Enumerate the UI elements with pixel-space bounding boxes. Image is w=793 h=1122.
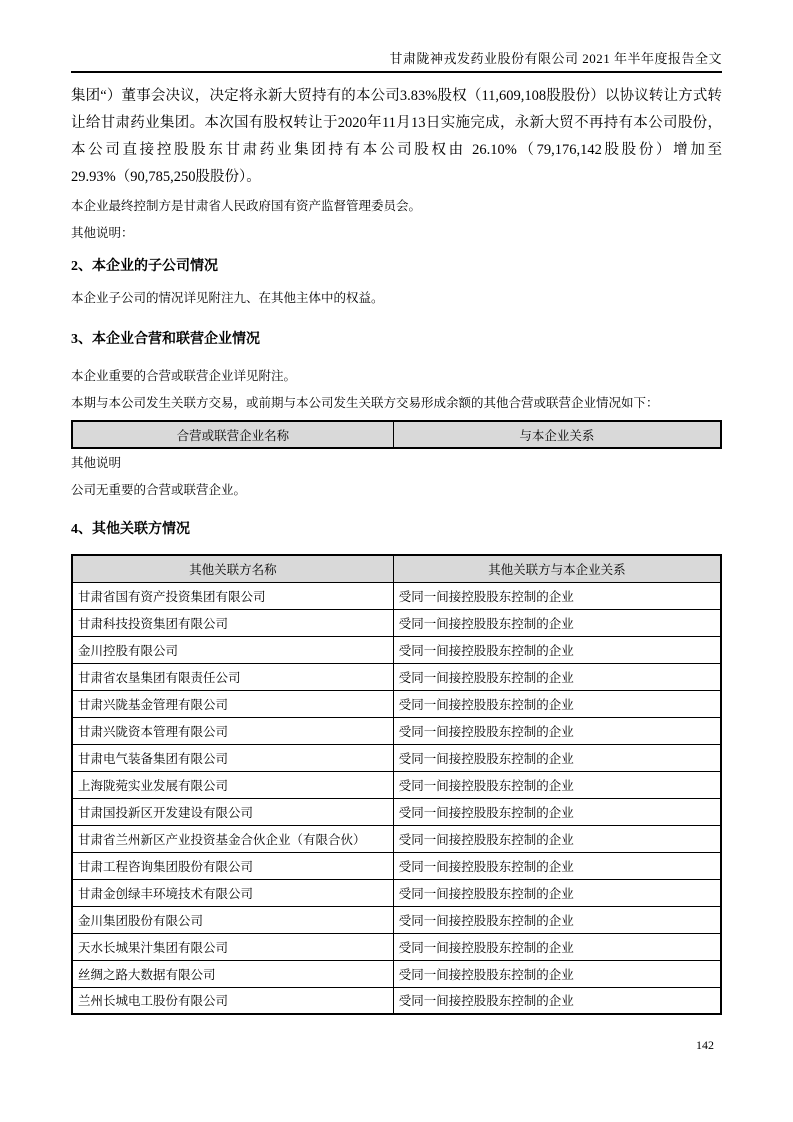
related-party-relation: 受同一间接控股股东控制的企业 bbox=[393, 582, 721, 609]
related-party-table-header-row bbox=[72, 555, 721, 582]
related-party-relation: 受同一间接控股股东控制的企业 bbox=[393, 906, 721, 933]
related-party-name: 甘肃科技投资集团有限公司 bbox=[72, 609, 393, 636]
table-row bbox=[72, 825, 721, 852]
table-row bbox=[72, 798, 721, 825]
joint-venture-name-header: 合营或联营企业名称 bbox=[72, 421, 393, 448]
related-party-relation: 受同一间接控股股东控制的企业 bbox=[393, 933, 721, 960]
section-3-heading: 3、本企业合营和联营企业情况 bbox=[71, 332, 260, 347]
related-party-relation: 受同一间接控股股东控制的企业 bbox=[393, 744, 721, 771]
related-party-name: 甘肃金创绿丰环境技术有限公司 bbox=[72, 879, 393, 906]
section-4-heading: 4、其他关联方情况 bbox=[71, 522, 190, 537]
related-party-relation: 受同一间接控股股东控制的企业 bbox=[393, 690, 721, 717]
related-party-name: 丝绸之路大数据有限公司 bbox=[72, 960, 393, 987]
related-party-name: 甘肃省兰州新区产业投资基金合伙企业（有限合伙） bbox=[72, 825, 393, 852]
section-3-note-1: 本企业重要的合营或联营企业详见附注。 bbox=[71, 369, 297, 383]
table-row bbox=[72, 933, 721, 960]
related-party-relation: 受同一间接控股股东控制的企业 bbox=[393, 879, 721, 906]
table-row bbox=[72, 582, 721, 609]
related-party-relation: 受同一间接控股股东控制的企业 bbox=[393, 852, 721, 879]
related-party-table bbox=[71, 554, 722, 1015]
related-party-name: 天水长城果汁集团有限公司 bbox=[72, 933, 393, 960]
paragraph-other-note-label: 其他说明： bbox=[71, 226, 134, 240]
related-party-name: 甘肃国投新区开发建设有限公司 bbox=[72, 798, 393, 825]
table-row bbox=[72, 852, 721, 879]
related-party-name: 甘肃省国有资产投资集团有限公司 bbox=[72, 582, 393, 609]
paragraph-ultimate-controller: 本企业最终控制方是甘肃省人民政府国有资产监督管理委员会。 bbox=[71, 199, 422, 213]
related-party-relation: 受同一间接控股股东控制的企业 bbox=[393, 960, 721, 987]
related-party-name: 甘肃电气装备集团有限公司 bbox=[72, 744, 393, 771]
table-row bbox=[72, 879, 721, 906]
related-party-relation: 受同一间接控股股东控制的企业 bbox=[393, 771, 721, 798]
related-party-name: 甘肃工程咨询集团股份有限公司 bbox=[72, 852, 393, 879]
table-row bbox=[72, 960, 721, 987]
related-party-relation-header: 其他关联方与本企业关系 bbox=[393, 555, 721, 582]
related-party-name: 甘肃兴陇基金管理有限公司 bbox=[72, 690, 393, 717]
related-party-name-header: 其他关联方名称 bbox=[72, 555, 393, 582]
table-row bbox=[72, 906, 721, 933]
table-row bbox=[72, 663, 721, 690]
table-row bbox=[72, 771, 721, 798]
page-number: 142 bbox=[696, 1038, 714, 1052]
section-2-heading: 2、本企业的子公司情况 bbox=[71, 259, 218, 274]
section-2-body: 本企业子公司的情况详见附注九、在其他主体中的权益。 bbox=[71, 291, 384, 305]
related-party-relation: 受同一间接控股股东控制的企业 bbox=[393, 609, 721, 636]
table-row bbox=[72, 717, 721, 744]
related-party-name: 兰州长城电工股份有限公司 bbox=[72, 987, 393, 1014]
table-row bbox=[72, 690, 721, 717]
related-party-relation: 受同一间接控股股东控制的企业 bbox=[393, 798, 721, 825]
table-row bbox=[72, 744, 721, 771]
page-header-title: 甘肃陇神戎发药业股份有限公司 2021 年半年度报告全文 bbox=[71, 0, 722, 73]
table-row bbox=[72, 987, 721, 1014]
related-party-name: 甘肃兴陇资本管理有限公司 bbox=[72, 717, 393, 744]
related-party-relation: 受同一间接控股股东控制的企业 bbox=[393, 663, 721, 690]
related-party-name: 上海陇菀实业发展有限公司 bbox=[72, 771, 393, 798]
section-3-other-body: 公司无重要的合营或联营企业。 bbox=[71, 483, 247, 497]
related-party-relation: 受同一间接控股股东控制的企业 bbox=[393, 825, 721, 852]
paragraph-equity-transfer: 集团“）董事会决议，决定将永新大贸持有的本公司3.83%股权（11,609,108股股份）以协议转让方式转让给甘肃药业集团。本次国有股权转让于2020年11月13日实施完成，永新大贸不再持有本公司股份，本公司直接控股股东甘肃药业集团持有本公司股权由 26.10%（79,176,142股股份）增加至 29.93%（90,785,250股股份）。 bbox=[71, 88, 722, 185]
related-party-name: 金川集团股份有限公司 bbox=[72, 906, 393, 933]
related-party-name: 甘肃省农垦集团有限责任公司 bbox=[72, 663, 393, 690]
section-3-note-2: 本期与本公司发生关联方交易，或前期与本公司发生关联方交易形成余额的其他合营或联营企业情况如下： bbox=[71, 396, 659, 410]
related-party-relation: 受同一间接控股股东控制的企业 bbox=[393, 636, 721, 663]
related-party-name: 金川控股有限公司 bbox=[72, 636, 393, 663]
joint-venture-table-header-row bbox=[72, 421, 721, 448]
table-row bbox=[72, 636, 721, 663]
section-3-other-label: 其他说明 bbox=[71, 456, 122, 470]
joint-venture-table bbox=[71, 420, 722, 449]
related-party-relation: 受同一间接控股股东控制的企业 bbox=[393, 987, 721, 1014]
related-party-relation: 受同一间接控股股东控制的企业 bbox=[393, 717, 721, 744]
table-row bbox=[72, 609, 721, 636]
joint-venture-relation-header: 与本企业关系 bbox=[393, 421, 721, 448]
